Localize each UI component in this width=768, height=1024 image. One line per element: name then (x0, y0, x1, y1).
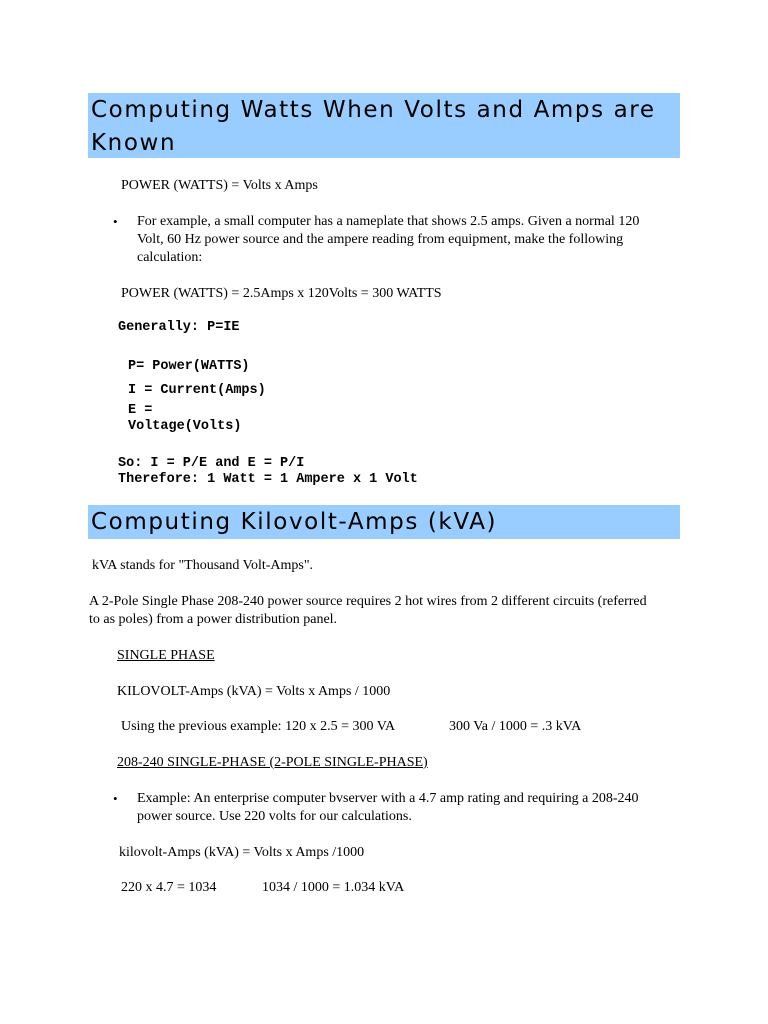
kva-definition: kVA stands for "Thousand Volt-Amps". (92, 558, 314, 573)
definition-power: P= Power(WATTS) (128, 359, 250, 374)
so-formula: So: I = P/E and E = P/I (118, 456, 305, 471)
section-heading-kva: Computing Kilovolt-Amps (kVA) (88, 505, 680, 539)
example-paragraph: For example, a small computer has a nameplate that shows 2.5 amps. Given a normal 120 Volt, 60 Hz power source and the ampere reading from equipment, make the following calculation: (137, 214, 640, 265)
single-phase-title: SINGLE PHASE (117, 648, 215, 663)
definition-voltage: Voltage(Volts) (128, 419, 242, 434)
generally-formula: Generally: P=IE (118, 320, 240, 335)
kva-formula-2: kilovolt-Amps (kVA) = Volts x Amps /1000 (119, 845, 365, 860)
definition-voltage-label: E = (128, 403, 153, 418)
kva-formula: KILOVOLT-Amps (kVA) = Volts x Amps / 1000 (117, 684, 391, 699)
therefore-formula: Therefore: 1 Watt = 1 Ampere x 1 Volt (118, 472, 418, 487)
calc2-multiplication: 220 x 4.7 = 1034 (121, 880, 217, 895)
example-paragraph-2: Example: An enterprise computer bvserver with a 4.7 amp rating and requiring a 208-240 power source. Use 220 volts for our calculations. (137, 791, 639, 824)
bullet-icon: • (113, 791, 118, 806)
previous-example-result: 300 Va / 1000 = .3 kVA (449, 719, 582, 734)
formula-power: POWER (WATTS) = Volts x Amps (121, 178, 318, 193)
two-pole-title: 208-240 SINGLE-PHASE (2-POLE SINGLE-PHASE) (117, 755, 428, 770)
calc2-result: 1034 / 1000 = 1.034 kVA (262, 880, 405, 895)
two-pole-description: A 2-Pole Single Phase 208-240 power source requires 2 hot wires from 2 different circuits (referred to as poles) from a power distribution panel. (89, 594, 647, 627)
section-heading-watts: Computing Watts When Volts and Amps are Known (88, 93, 680, 158)
bullet-icon: • (113, 214, 118, 229)
definition-current: I = Current(Amps) (128, 383, 266, 398)
previous-example-calc: Using the previous example: 120 x 2.5 = 300 VA (121, 719, 396, 734)
calc-result: POWER (WATTS) = 2.5Amps x 120Volts = 300 WATTS (121, 286, 442, 301)
